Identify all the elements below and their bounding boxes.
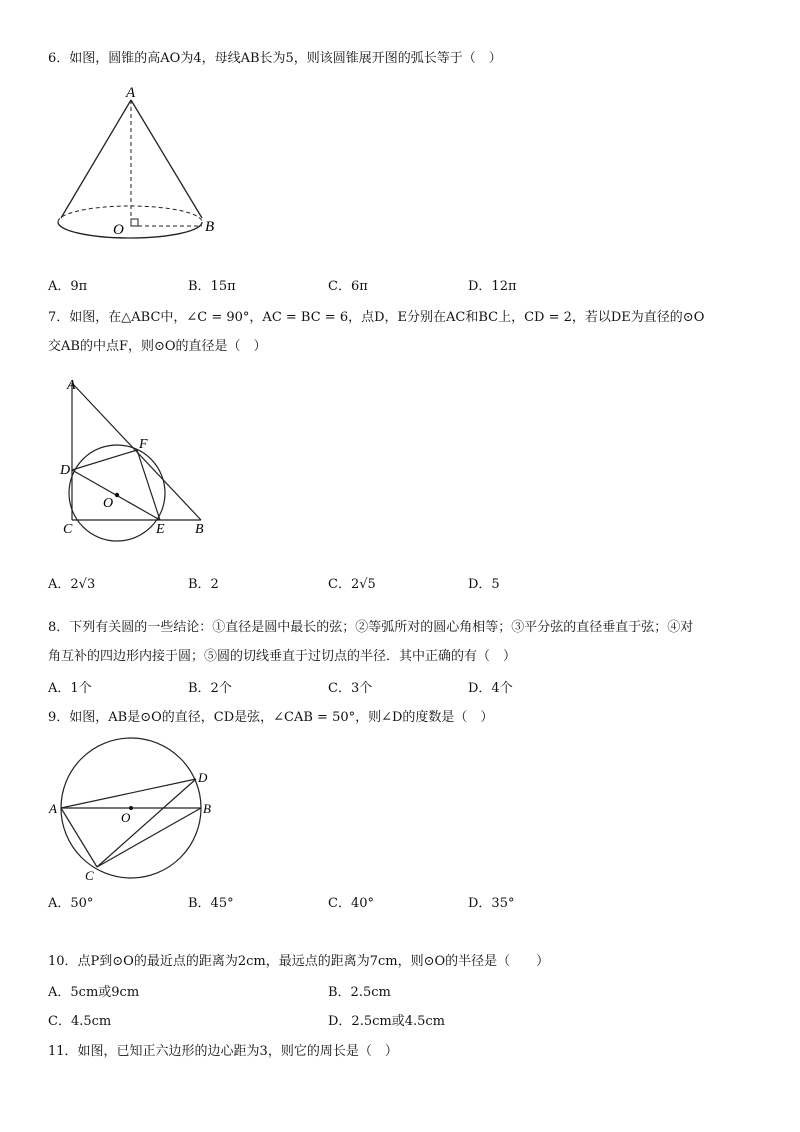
label-O: O — [113, 222, 124, 238]
label-O: O — [121, 810, 131, 825]
q6-option-b[interactable]: B．15π — [188, 279, 236, 294]
q9-option-d[interactable]: D．35° — [468, 896, 515, 911]
cone-base-front — [58, 222, 202, 238]
q9-option-c[interactable]: C．40° — [328, 896, 374, 911]
label-B: B — [195, 522, 204, 537]
q9-stem: 9．如图，AB是⊙O的直径，CD是弦，∠CAB = 50°，则∠D的度数是（ ） — [48, 710, 494, 725]
segment-CB — [97, 808, 201, 867]
segment-AC — [61, 808, 97, 867]
q7-option-d[interactable]: D．5 — [468, 577, 500, 592]
q6-option-a[interactable]: A．9π — [48, 279, 88, 294]
cone-base-back — [58, 206, 202, 222]
q8-option-d[interactable]: D．4个 — [468, 681, 513, 696]
q9-option-b[interactable]: B．45° — [188, 896, 234, 911]
q7-option-a[interactable]: A．2√3 — [48, 577, 96, 592]
label-A: A — [67, 378, 76, 393]
q10-stem: 10．点P到⊙O的最近点的距离为2cm，最远点的距离为7cm，则⊙O的半径是（ ） — [48, 954, 550, 969]
cone-right-side — [131, 100, 202, 218]
label-B: B — [205, 219, 215, 235]
q6-cone-figure — [50, 80, 240, 264]
chord-CD — [97, 779, 196, 867]
q8-stem-line2: 角互补的四边形内接于圆；⑤圆的切线垂直于过切点的半径．其中正确的有（ ） — [48, 649, 517, 664]
q6-stem: 6．如图，圆锥的高AO为4，母线AB长为5，则该圆锥展开图的弧长等于（ ） — [48, 51, 502, 66]
cone-left-side — [61, 100, 131, 218]
q9-circle-figure — [45, 735, 220, 889]
q7-triangle-figure — [55, 375, 225, 549]
q7-stem-line1: 7．如图，在△ABC中，∠C = 90°，AC = BC = 6，点D，E分别在AC和BC上，CD = 2，若以DE为直径的⊙O — [48, 310, 705, 325]
q11-stem: 11．如图，已知正六边形的边心距为3，则它的周长是（ ） — [48, 1044, 398, 1059]
q8-option-a[interactable]: A．1个 — [48, 681, 92, 696]
q10-option-d[interactable]: D．2.5cm或4.5cm — [328, 1014, 445, 1029]
q7-option-c[interactable]: C．2√5 — [328, 577, 376, 592]
center-O-dot — [115, 493, 119, 497]
label-O: O — [103, 496, 114, 511]
label-D: D — [198, 770, 208, 785]
label-C: C — [63, 522, 73, 537]
label-A: A — [126, 85, 136, 101]
label-F: F — [139, 437, 148, 452]
q10-option-b[interactable]: B．2.5cm — [328, 985, 391, 1000]
side-AB — [72, 383, 201, 520]
q7-stem-line2: 交AB的中点F，则⊙O的直径是（ ） — [48, 339, 267, 354]
label-B: B — [203, 801, 211, 816]
q9-option-a[interactable]: A．50° — [48, 896, 94, 911]
q6-option-d[interactable]: D．12π — [468, 279, 517, 294]
q7-option-b[interactable]: B．2 — [188, 577, 219, 592]
q8-stem-line1: 8．下列有关圆的一些结论：①直径是圆中最长的弦；②等弧所对的圆心角相等；③平分弦的直径垂直于弦；④对 — [48, 620, 694, 635]
q6-option-c[interactable]: C．6π — [328, 279, 368, 294]
q8-option-c[interactable]: C．3个 — [328, 681, 373, 696]
label-D: D — [60, 463, 71, 478]
label-A: A — [49, 801, 57, 816]
right-angle-mark — [131, 219, 138, 226]
label-C: C — [85, 868, 94, 883]
q10-option-a[interactable]: A．5cm或9cm — [48, 985, 140, 1000]
segment-AD — [61, 779, 196, 808]
q8-option-b[interactable]: B．2个 — [188, 681, 232, 696]
q10-option-c[interactable]: C．4.5cm — [48, 1014, 112, 1029]
label-E: E — [156, 522, 165, 537]
